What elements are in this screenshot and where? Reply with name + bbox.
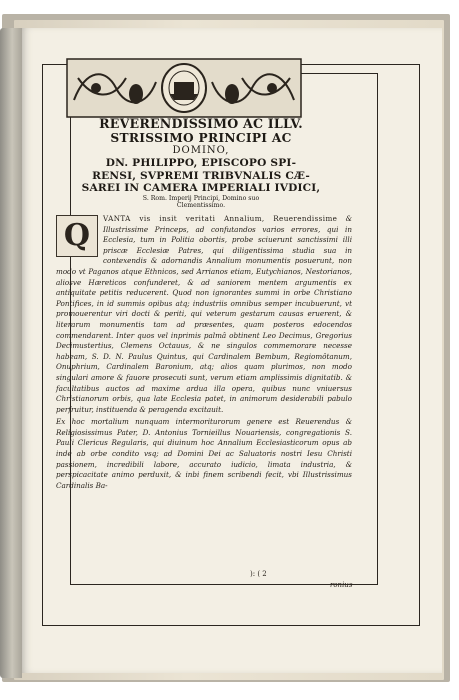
ornamental-headpiece xyxy=(66,58,302,118)
title-line: STRISSIMO PRINCIPI AC xyxy=(110,131,292,145)
title-line: DOMINO, xyxy=(172,145,230,156)
book-binding xyxy=(0,28,22,678)
paragraph-lead: VANTA vis insit veritati Annalium, Reuerendissime xyxy=(103,214,338,223)
title-line: RENSI, SVPREMI TRIBVNALIS CÆ- xyxy=(92,169,310,182)
signature-mark: ): ( 2 xyxy=(250,570,267,578)
title-line: DN. PHILIPPO, EPISCOPO SPI- xyxy=(105,157,297,169)
catchword: ronius xyxy=(330,581,353,589)
title-subline: Clementissimo. xyxy=(176,202,226,209)
paragraph xyxy=(56,214,352,415)
paragraph: Ex hoc mortalium nunquam intermoriturorum genere est Reuerendus & Religiosissimus Pater, D. Antonius Tornieillus Nouariensis, congregationis S. Pauli Clericus Regularis, qui diuinum hoc Annalium Ecclesiasticorum opus ab inde ab orbe condito vsq; ad Domini Dei ac Saluatoris nostri Iesu Christi passionem, incredibili labore, accurato iudicio, limata industria, & perspicacitate animo perduxit, & inbi finem scribendi fecit, vbi Illustrissimus Cardinalis Ba- xyxy=(56,417,352,490)
title-line: SAREI IN CAMERA IMPERIALI IVDICI, xyxy=(81,182,321,194)
dedication-title xyxy=(50,116,352,210)
dedication-body xyxy=(56,214,352,493)
paragraph-text: & Illustrissime Princeps, ad confutandos varios errores, qui in Ecclesia, tum in Politia obortis, probe sciuerunt sanctissimi illi priscæ Ecclesiæ Patres, qui diligentissima studia sua in contexendis & adornandis Annalium monumentis posuerunt, non modo vt Paganos atque Ethnicos, sed Arrianos etiam, Eutychianos, Nestorianos, aliosve Hæreticos confunderet, & ad saniorem mentem argumentis ex antiquitate petitis reducerent. Quod non ignorantes summi in orbe Christiano Pontifices, in id summis opibus atq; industriis omnibus semper incubuerunt, vt promouerentur viri docti & periti, qui veterum gestarum causas eruerent, & literarum monumentis tam ad præsentes, quam posteros edocendos commendarent. Inter quos vel inprimis palmâ obtinent Leo Decimus, Gregorius Decimustertius, Clemens Octauus, & ne singulos commemorare necesse habeam, S. D. N. Paulus Quintus, qui Cardinalem Bembum, Regiomôtanum, Onuphrium, Cardinalem Baronium, atq; alios quam plurimos, non modo singulari amore & fauore prosecuti sunt, verum etiam amplissimis dignitatib. & facultatibus auctos ad maxime ardua illa opera, quibus nunc vniuersus Christianorum orbis, qua late Ecclesia patet, in animorum desiderabili pabulo perfruitur, instituenda & peragenda excitauit. xyxy=(56,214,352,414)
title-line: REVERENDISSIMO AC ILLV. xyxy=(99,116,303,131)
decorated-initial: Q xyxy=(56,215,98,257)
title-subline: S. Rom. Imperij Principi, Domino suo xyxy=(142,194,260,202)
